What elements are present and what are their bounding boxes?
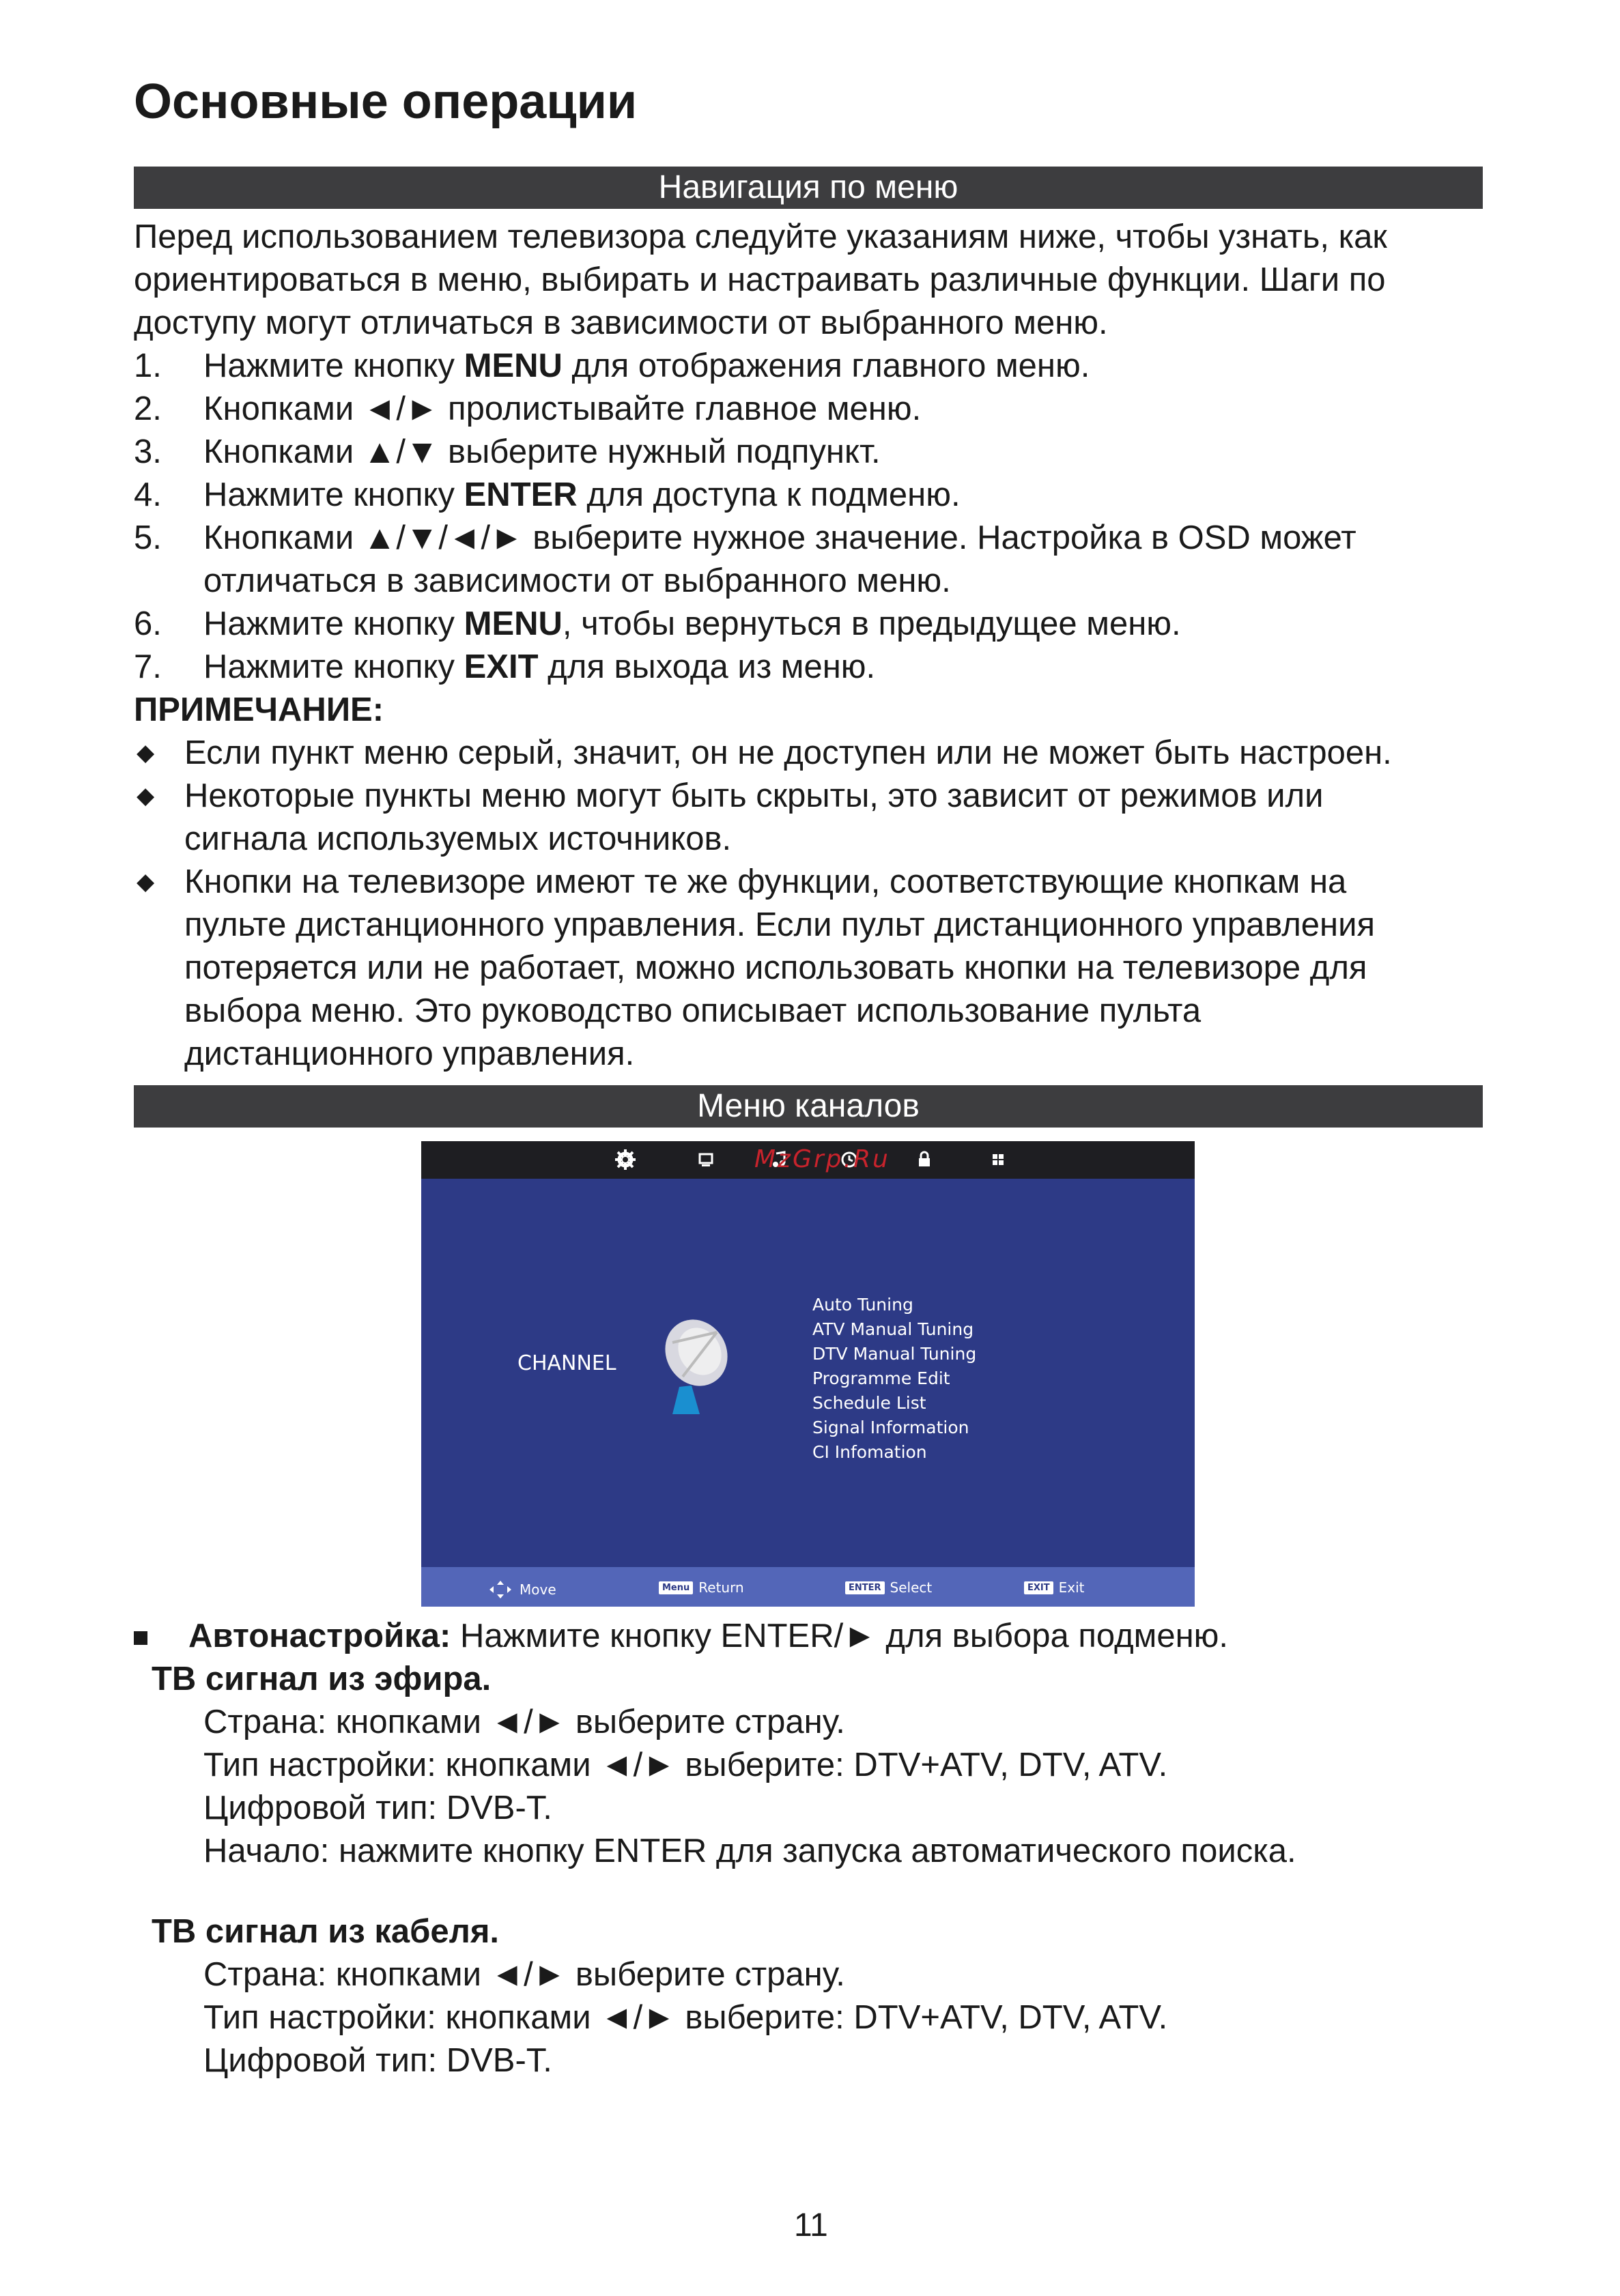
step-number: 6. xyxy=(134,605,162,642)
hint-exit-label: Exit xyxy=(1058,1579,1085,1596)
hint-exit xyxy=(1024,1579,1084,1596)
step-number: 7. xyxy=(134,648,162,685)
osd-menu-item-atv-manual-tuning[interactable]: ATV Manual Tuning xyxy=(812,1319,974,1339)
menu-key-icon: Menu xyxy=(659,1581,693,1594)
step-item xyxy=(134,345,1492,388)
step-text: Кнопками ◄/► пролистывайте главное меню. xyxy=(203,390,922,427)
steps-list xyxy=(134,345,1492,689)
spacer xyxy=(134,1873,1492,1910)
section-header-menu-navigation: Навигация по меню xyxy=(134,167,1483,209)
air-line: Цифровой тип: DVB-T. xyxy=(203,1790,552,1826)
step-item xyxy=(134,603,1492,646)
enter-key-icon: ENTER xyxy=(845,1581,885,1594)
osd-menu-item-schedule-list[interactable]: Schedule List xyxy=(812,1393,926,1413)
hint-select-label: Select xyxy=(890,1579,933,1596)
note-item xyxy=(134,732,1492,775)
step-key: ENTER xyxy=(464,476,578,513)
osd-channel-label: CHANNEL xyxy=(517,1351,616,1375)
air-signal-title: ТВ сигнал из эфира. xyxy=(152,1661,492,1697)
step-number: 2. xyxy=(134,390,162,427)
note-text: Если пункт меню серый, значит, он не доступен или не может быть настроен. xyxy=(184,734,1392,771)
note-text: Некоторые пункты меню могут быть скрыты, это зависит от режимов или xyxy=(184,777,1324,814)
step-key: EXIT xyxy=(464,648,539,685)
step-text: Кнопками ▲/▼/◄/► выберите нужное значение. Настройка в OSD может xyxy=(203,519,1356,556)
hint-return-label: Return xyxy=(698,1579,744,1596)
step-text: Нажмите кнопку xyxy=(203,347,464,384)
step-number: 4. xyxy=(134,476,162,513)
osd-menu-item-auto-tuning[interactable]: Auto Tuning xyxy=(812,1295,913,1315)
osd-menu-item-programme-edit[interactable]: Programme Edit xyxy=(812,1368,950,1388)
step-item xyxy=(134,388,1492,431)
note-text: пульте дистанционного управления. Если пульт дистанционного управления xyxy=(184,906,1376,943)
step-item xyxy=(134,431,1492,474)
step-text: Нажмите кнопку xyxy=(203,648,464,685)
note-text: потеряется или не работает, можно использовать кнопки на телевизоре для xyxy=(184,949,1367,986)
air-line: Тип настройки: кнопками ◄/► выберите: DTV+ATV, DTV, ATV. xyxy=(203,1747,1168,1783)
osd-menu-item-signal-information[interactable]: Signal Information xyxy=(812,1418,969,1437)
step-key: MENU xyxy=(464,347,563,384)
autotune-description xyxy=(134,1615,1492,2082)
osd-menu-item-ci-information[interactable]: CI Infomation xyxy=(812,1442,927,1462)
hint-move xyxy=(487,1579,556,1600)
move-arrows-icon xyxy=(487,1579,514,1600)
note-item xyxy=(134,861,1492,1076)
watermark: MzGrp.Ru xyxy=(754,1145,890,1173)
step-text: Нажмите кнопку xyxy=(203,476,464,513)
hint-return xyxy=(659,1579,744,1596)
osd-menu-item-dtv-manual-tuning[interactable]: DTV Manual Tuning xyxy=(812,1344,977,1364)
cable-line: Цифровой тип: DVB-T. xyxy=(203,2042,552,2079)
exit-key-icon: EXIT xyxy=(1024,1581,1053,1594)
gear-icon xyxy=(614,1148,637,1171)
navigation-instructions xyxy=(134,216,1492,1076)
air-line: Начало: нажмите кнопку ENTER для запуска автоматического поиска. xyxy=(203,1833,1296,1869)
hint-select xyxy=(845,1579,932,1596)
lock-icon xyxy=(913,1148,936,1171)
step-text: для отображения главного меню. xyxy=(562,347,1090,384)
step-item xyxy=(134,646,1492,689)
osd-hint-bar xyxy=(421,1567,1195,1607)
hint-move-label: Move xyxy=(520,1581,556,1598)
note-text: Кнопки на телевизоре имеют те же функции, соответствующие кнопкам на xyxy=(184,863,1347,900)
step-number: 1. xyxy=(134,347,162,384)
step-text: для доступа к подменю. xyxy=(577,476,961,513)
step-text: для выхода из меню. xyxy=(538,648,876,685)
autotune-label: Автонастройка: xyxy=(188,1618,451,1654)
diamond-bullet-icon: ◆ xyxy=(137,740,155,766)
step-text: Нажмите кнопку xyxy=(203,605,464,642)
notes-list xyxy=(134,732,1492,1076)
section-header-channel-menu: Меню каналов xyxy=(134,1085,1483,1128)
step-item xyxy=(134,474,1492,517)
autotune-desc: Нажмите кнопку ENTER/► для выбора подменю. xyxy=(451,1618,1229,1654)
note-item xyxy=(134,775,1492,861)
satellite-dish-icon xyxy=(652,1312,741,1421)
step-text: , чтобы вернуться в предыдущее меню. xyxy=(562,605,1181,642)
osd-channel-menu xyxy=(812,1293,976,1465)
page-title: Основные операции xyxy=(134,74,638,129)
diamond-bullet-icon: ◆ xyxy=(137,783,155,809)
grid-icon xyxy=(986,1148,1010,1171)
monitor-icon xyxy=(694,1148,717,1171)
note-text: дистанционного управления. xyxy=(184,1035,635,1072)
channel-menu-screenshot xyxy=(421,1141,1195,1607)
intro-line: ориентироваться в меню, выбирать и настраивать различные функции. Шаги по xyxy=(134,261,1386,298)
note-title: ПРИМЕЧАНИЕ: xyxy=(134,691,384,728)
step-text-continued: отличаться в зависимости от выбранного меню. xyxy=(203,562,951,599)
air-line: Страна: кнопками ◄/► выберите страну. xyxy=(203,1704,845,1740)
cable-line: Страна: кнопками ◄/► выберите страну. xyxy=(203,1956,845,1993)
step-text: Кнопками ▲/▼ выберите нужный подпункт. xyxy=(203,433,881,470)
note-text: выбора меню. Это руководство описывает использование пульта xyxy=(184,992,1202,1029)
cable-signal-title: ТВ сигнал из кабеля. xyxy=(152,1913,500,1950)
intro-line: доступу могут отличаться в зависимости от выбранного меню. xyxy=(134,304,1108,341)
osd-top-bar xyxy=(421,1141,1195,1179)
step-number: 5. xyxy=(134,519,162,556)
diamond-bullet-icon: ◆ xyxy=(137,869,155,895)
autotune-heading xyxy=(134,1615,1492,1658)
square-bullet-icon xyxy=(134,1631,147,1645)
note-text: сигнала используемых источников. xyxy=(184,820,732,857)
intro-line: Перед использованием телевизора следуйте указаниям ниже, чтобы узнать, как xyxy=(134,218,1387,255)
cable-line: Тип настройки: кнопками ◄/► выберите: DTV+ATV, DTV, ATV. xyxy=(203,1999,1168,2036)
step-number: 3. xyxy=(134,433,162,470)
step-key: MENU xyxy=(464,605,563,642)
page-number: 11 xyxy=(794,2207,828,2243)
step-item xyxy=(134,517,1492,603)
